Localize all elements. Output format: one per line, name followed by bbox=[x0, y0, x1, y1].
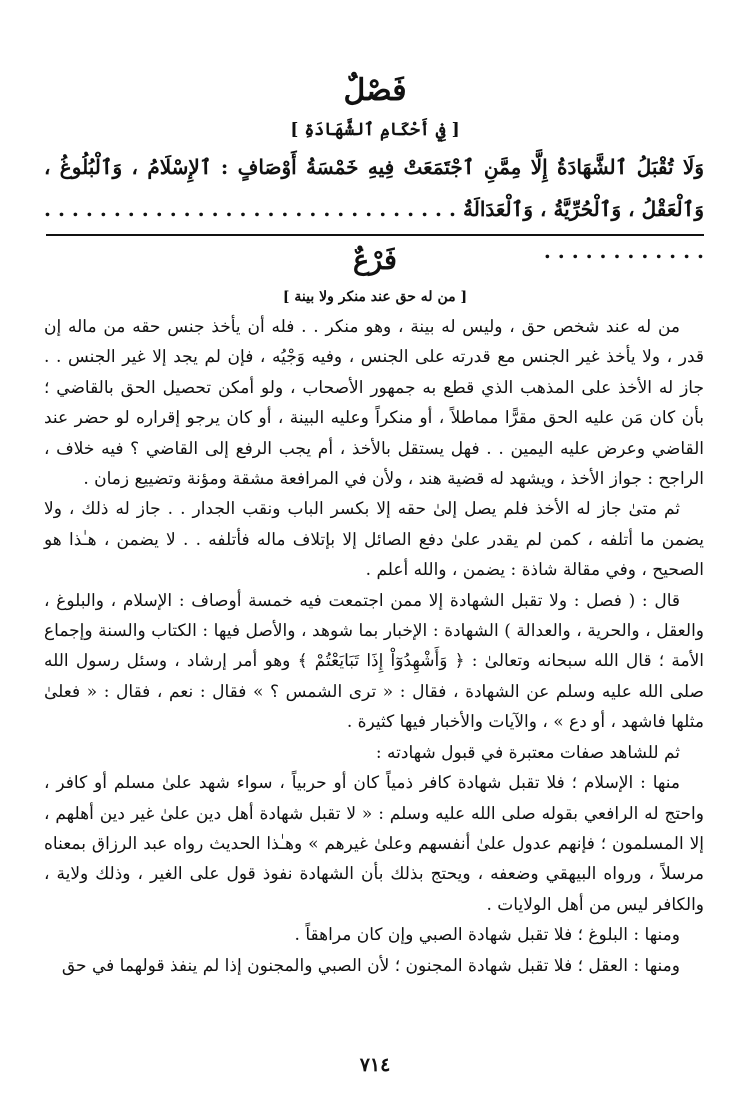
paragraph: ثم للشاهد صفات معتبرة في قبول شهادته : bbox=[375, 742, 680, 763]
paragraph: ومنها : البلوغ ؛ فلا تقبل شهادة الصبي وإن كان مراهقاً . bbox=[294, 925, 680, 946]
subsection-subtitle: [ من له حق عند منكر ولا بينة ] bbox=[282, 289, 468, 305]
matn-text: وَلَا تُقْبَلُ ٱلشَّهَادَةُ إِلَّا مِمَّنِ ٱجْتَمَعَتْ فِيهِ خَمْسَةُ أَوْصَافٍ : ٱلإِسْلَامُ ، وَٱلْبُلُوغُ ، وَٱلْعَقْلُ ، وَٱلْحُرِّيَّةُ ، وَٱلْعَدَالَةُ bbox=[44, 155, 705, 221]
paragraph: ومنها : العقل ؛ فلا تقبل شهادة المجنون ؛ لأن الصبي والمجنون إذا لم ينفذ قولهما في حق bbox=[61, 955, 680, 976]
divider-rule bbox=[46, 234, 704, 236]
subsection-heading-far: فَرْعٌ bbox=[353, 245, 397, 276]
paragraph: منها : الإسلام ؛ فلا تقبل شهادة كافر ذمياً كان أو حربياً ، سواء شهد علىٰ مسلم أو كافر ، واحتج له الرافعي بقوله صلى الله عليه وسلم : « لا تقبل شهادة أهل دين علىٰ غير دين أهلهم ، إلا المسلمون ؛ فإنهم عدول علىٰ أنفسهم وعلىٰ غيرهم » وهـٰذا الحديث رواه عبد الرزاق بمعناه مرسلاً ، ورواه البيهقي وضعفه ، ويحتج بذلك بأن الشهادة نفوذ قول على الغير ، وذلك ولاية ، والكافر ليس من أهل الولايات . bbox=[44, 773, 704, 915]
paragraph: ثم متىٰ جاز له الأخذ فلم يصل إلىٰ حقه إلا بكسر الباب ونقب الجدار . . جاز له ذلك ، ولا يضمن ما أتلفه ، كمن لم يقدر علىٰ دفع الصائل إلا بإتلاف ماله فأتلفه . . لا يضمن ، هـٰذا هو الصحيح ، وفي مقالة شاذة : يضمن ، والله أعلم . bbox=[44, 499, 704, 581]
paragraph: من له عند شخص حق ، وليس له بينة ، وهو منكر . . فله أن يأخذ جنس حقه من ماله إن قدر ، ولا يأخذ غير الجنس مع قدرته على الجنس ، وفيه وَجْيُه ، فإن لم يجد إلا غير الجنس . . جاز له الأخذ على المذهب الذي قطع به جمهور الأصحاب ، ولو أمكن تحصيل الحق بالقاضي ؛ بأن كان مَن عليه الحق مقرًّا مماطلاً ، أو منكراً وعليه البينة ، أو كان يرجو إقراره لو حضر عند القاضي وعرض عليه اليمين . . فهل يستقل بالأخذ ، أم يجب الرفع إلى القاضي ؟ فيه خلاف ، الراجح : جواز الأخذ ، ويشهد له قضية هند ، ولأن في المرافعة مشقة ومؤنة وتضييع زمان . bbox=[44, 317, 704, 490]
section-subtitle: [ فِي أَحْكَامِ ٱلشَّهَادَةِ ] bbox=[290, 120, 460, 140]
section-heading-fasl: فَصْلٌ bbox=[343, 73, 407, 108]
page-number: ٧١٤ bbox=[359, 1054, 391, 1076]
matn-dots: . . . . . . . . . . . . . . . . . . . . . . . . . . . . . . . . . . . . . . . . . . bbox=[44, 197, 704, 263]
commentary-body bbox=[44, 312, 704, 981]
paragraph: قال : ( فصل : ولا تقبل الشهادة إلا ممن اجتمعت فيه خمسة أوصاف : الإسلام ، والبلوغ ، والعقل ، والحرية ، والعدالة ) الشهادة : الإخبار بما شوهد ، والأصل فيها : الكتاب والسنة وإجماع الأمة ؛ قال الله سبحانه وتعالىٰ : ﴿ وَأَشْهِدُوٓاْ إِذَا تَبَايَعْتُمْ ﴾ وهو أمر إرشاد ، وسئل رسول الله صلى الله عليه وسلم عن الشهادة ، فقال : « ترى الشمس ؟ » فقال : نعم ، فقال : « فعلىٰ مثلها فاشهد ، أو دع » ، والآيات والأخبار فيها كثيرة . bbox=[44, 590, 704, 733]
